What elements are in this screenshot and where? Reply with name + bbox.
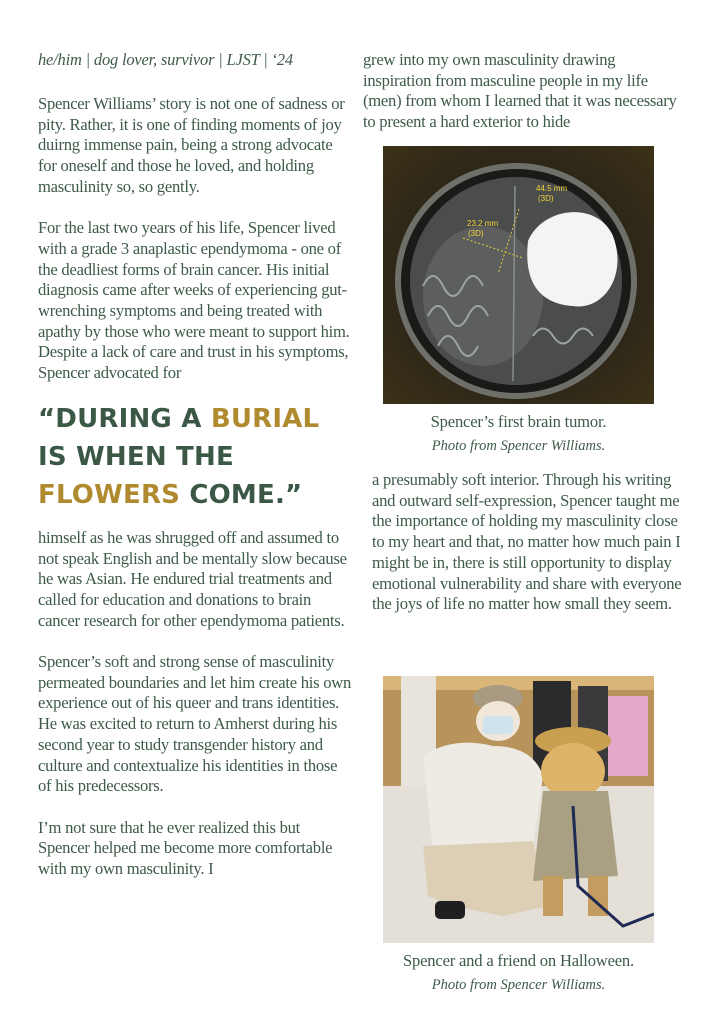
pull-quote-close: COME.”: [180, 479, 303, 510]
pull-quote-middle: IS WHEN THE: [38, 441, 234, 472]
mri-image: [383, 146, 654, 404]
pull-quote-open: “DURING A: [38, 403, 211, 434]
halloween-photo: [383, 676, 654, 943]
personal-paragraph: I’m not sure that he ever realized this but Spencer helped me become more comfortable with my own masculinity. I: [38, 817, 333, 879]
halloween-photo-credit: Photo from Spencer Williams.: [431, 977, 606, 993]
left-column: [38, 50, 353, 880]
right-column-top: [363, 50, 683, 133]
pull-quote-highlight-flowers: FLOWERS: [38, 479, 181, 510]
closing-paragraph: a presumably soft interior. Through his writing and outward self-expression, Spencer taught me the importance of holding my masculinity close to my heart and that, no matter how much pain I might be in, there is still opportunity to display emotional vulnerability and share with everyone the joys of life no matter how small they seem.: [372, 470, 682, 614]
byline: he/him | dog lover, survivor | LJST | ‘24: [38, 50, 293, 69]
advocacy-paragraph: himself as he was shrugged off and assumed to not speak English and be mentally slow because he was Asian. He endured trial treatments and called for education and donations to brain cancer research for other ependymoma patients.: [38, 527, 347, 630]
halloween-caption: Spencer and a friend on Halloween.: [403, 951, 634, 970]
halloween-figure: [383, 676, 654, 994]
mri-measure-2: 23.2 mm: [467, 219, 499, 228]
pull-quote-highlight-burial: BURIAL: [210, 403, 320, 434]
diagnosis-paragraph: For the last two years of his life, Spencer lived with a grade 3 anaplastic ependymoma - one of the deadliest forms of brain cancer. His initial diagnosis came after weeks of experiencing gut-wrenching symptoms and being treated with apathy by those who were meant to support him. Despite a lack of care and trust in his symptoms, Spencer advocated for: [38, 218, 350, 383]
halloween-photo-graphic: [383, 676, 654, 943]
continued-paragraph: grew into my own masculinity drawing inspiration from masculine people in my life (men) from whom I learned that it was necessary to present a hard exterior to hide: [363, 50, 677, 132]
mri-measure-2-mode: (3D): [468, 229, 484, 238]
masculinity-paragraph: Spencer’s soft and strong sense of masculinity permeated boundaries and let him create his own experience out of his queer and trans identities. He was excited to return to Amherst during his second year to study transgender history and culture and contextualize his identities in those of his predecessors.: [38, 652, 352, 796]
mri-scan-graphic: [383, 146, 654, 404]
mri-measure-1: 44.5 mm: [536, 184, 568, 193]
pull-quote: [38, 400, 353, 514]
mri-figure: [383, 146, 654, 455]
right-column-bottom: [372, 470, 692, 615]
intro-paragraph: Spencer Williams’ story is not one of sadness or pity. Rather, it is one of finding moments of joy duirng immense pain, being a strong advocate for oneself and those he loved, and holding masculinity so, so gently.: [38, 94, 345, 196]
mri-caption: Spencer’s first brain tumor.: [430, 412, 607, 431]
mri-photo-credit: Photo from Spencer Williams.: [431, 438, 606, 454]
mri-measure-1-mode: (3D): [538, 194, 554, 203]
